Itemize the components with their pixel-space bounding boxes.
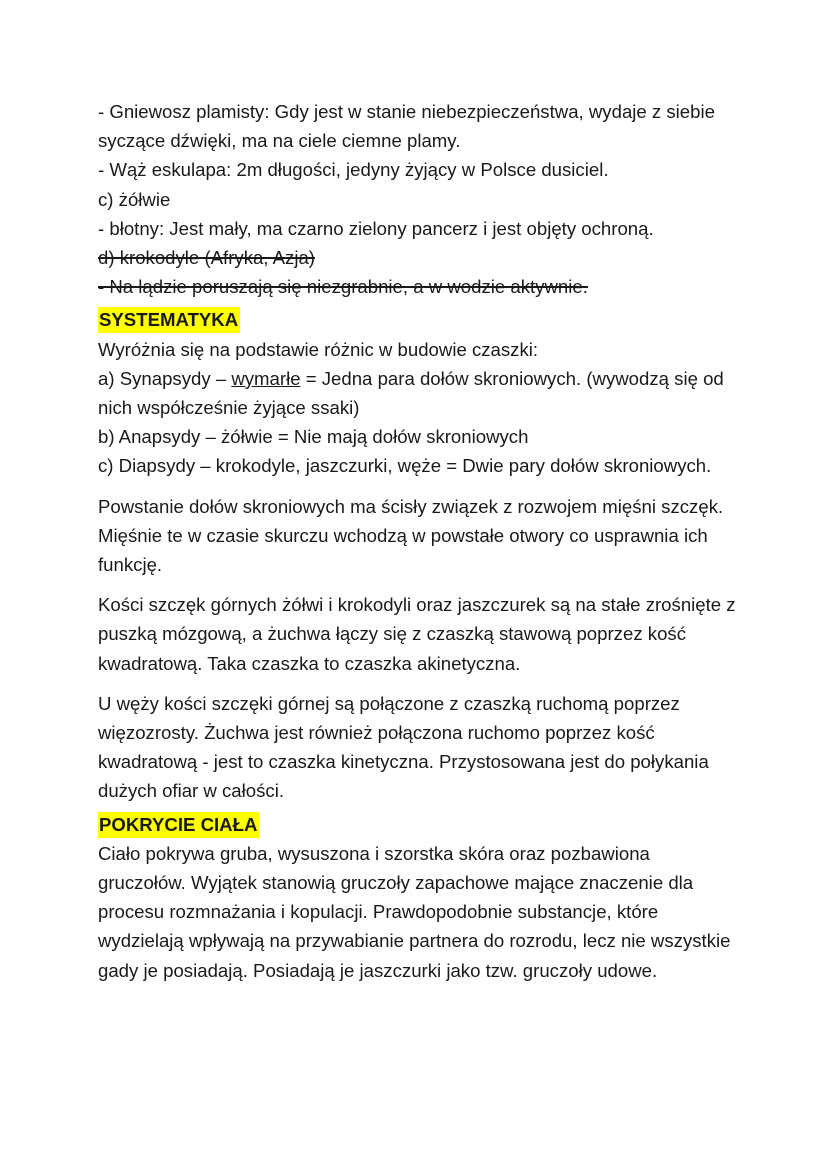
paragraph-gap [98,579,758,590]
section-heading-line [98,305,758,334]
struck-text: - Na lądzie poruszają się niezgrabnie, a w wodzie aktywnie. [98,276,588,298]
list-item-diapsydy: c) Diapsydy – krokodyle, jaszczurki, węże = Dwie pary dołów skroniowych. [98,455,712,477]
text-line: Mięśnie te w czasie skurczu wchodzą w powstałe otwory co usprawnia ich [98,524,708,546]
struck-text: d) krokodyle (Afryka, Azja) [98,247,315,269]
text-line: Ciało pokrywa gruba, wysuszona i szorstka skóra oraz pozbawiona [98,842,650,864]
section-heading-systematyka: SYSTEMATYKA [98,307,240,333]
text-line: - Wąż eskulapa: 2m długości, jedyny żyjący w Polsce dusiciel. [98,159,609,181]
text-line: procesu rozmnażania i kopulacji. Prawdopodobnie substancje, które [98,901,659,923]
paragraph-gap [98,678,758,689]
text-line: więzozrosty. Żuchwa jest również połączona ruchomo poprzez kość [98,722,655,744]
text-line: puszką mózgową, a żuchwa łączy się z czaszką stawową poprzez kość [98,623,687,645]
text-line: Powstanie dołów skroniowych ma ścisły związek z rozwojem mięśni szczęk. [98,495,724,517]
text-line: U węży kości szczęki górnej są połączone z czaszką ruchomą poprzez [98,692,680,714]
text-fragment: = Jedna para dołów skroniowych. (wywodzą się od [300,367,724,389]
paragraph-gap [98,481,758,492]
text-line: syczące dźwięki, ma na ciele ciemne plamy. [98,130,461,152]
text-line: dużych ofiar w całości. [98,780,285,802]
struck-line [98,243,758,272]
text-line: gruczołów. Wyjątek stanowią gruczoły zapachowe mające znaczenie dla [98,872,694,894]
text-line: kwadratową. Taka czaszka to czaszka akinetyczna. [98,652,521,674]
text-line: - błotny: Jest mały, ma czarno zielony pancerz i jest objęty ochroną. [98,217,654,239]
section-heading-pokrycie-ciala: POKRYCIE CIAŁA [98,812,259,838]
underlined-text: wymarłe [231,367,301,389]
text-fragment: a) Synapsydy – [98,367,232,389]
text-line: Wyróżnia się na podstawie różnic w budowie czaszki: [98,338,539,360]
section-heading-line [98,810,758,839]
text-line: - Gniewosz plamisty: Gdy jest w stanie niebezpieczeństwa, wydaje z siebie [98,101,715,122]
text-line: Kości szczęk górnych żółwi i krokodyli oraz jaszczurek są na stałe zrośnięte z [98,594,736,616]
text-line: nich współcześnie żyjące ssaki) [98,397,360,419]
text-line: c) żółwie [98,188,171,210]
text-line: kwadratową - jest to czaszka kinetyczna. Przystosowana jest do połykania [98,751,709,773]
text-line: wydzielają wpływają na przywabianie partnera do rozrodu, lecz nie wszystkie [98,930,731,952]
text-line: funkcję. [98,554,163,576]
struck-line [98,272,758,301]
list-item-anapsydy: b) Anapsydy – żółwie = Nie mają dołów skroniowych [98,426,529,448]
list-item-synapsydy [98,364,758,393]
document-page [98,97,758,985]
text-line: gady je posiadają. Posiadają je jaszczurki jako tzw. gruczoły udowe. [98,959,658,981]
